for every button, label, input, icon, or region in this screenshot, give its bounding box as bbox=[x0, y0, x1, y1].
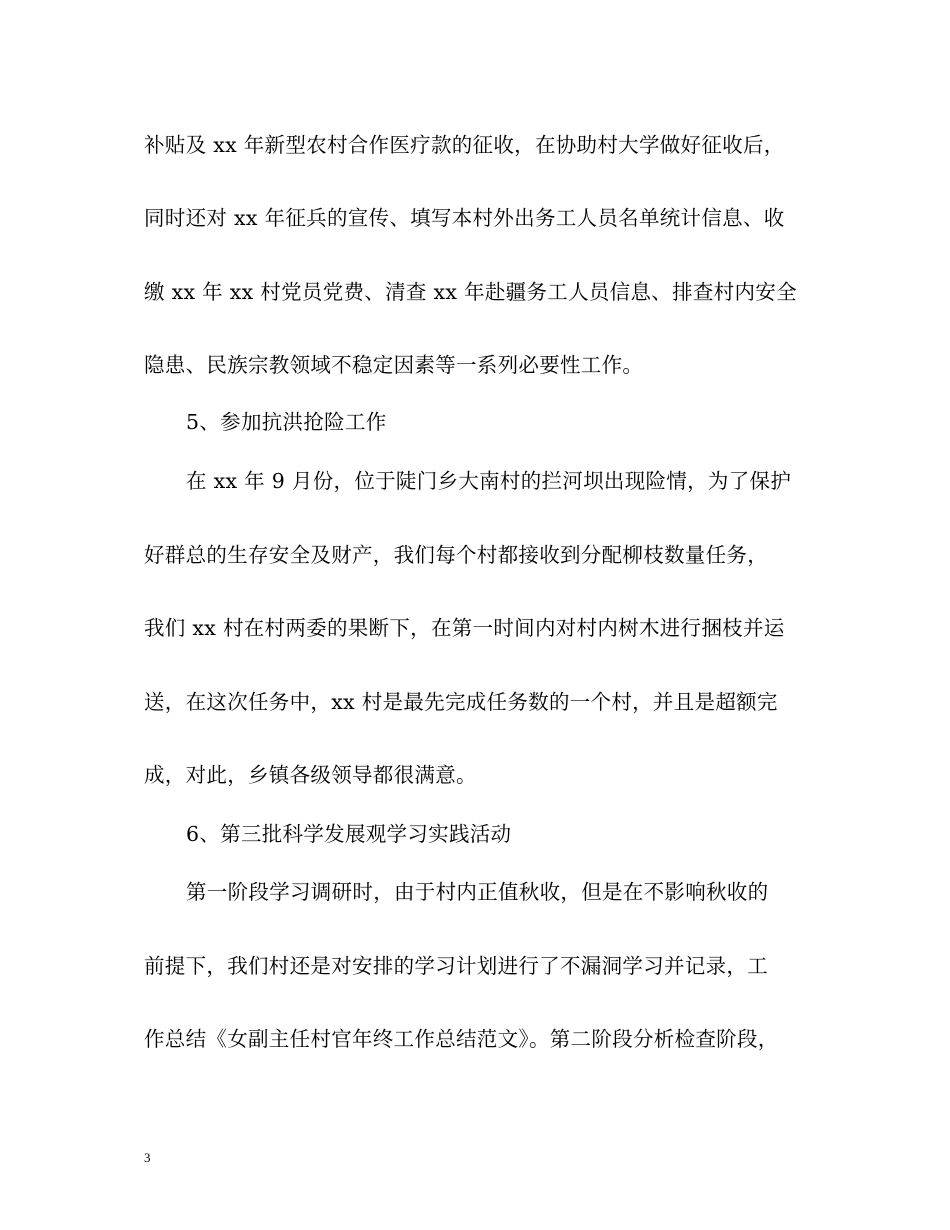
body-text-line: 好群总的生存安全及财产，我们每个村都接收到分配柳枝数量任务， bbox=[144, 543, 768, 567]
body-text-line: 第一阶段学习调研时，由于村内正值秋收，但是在不影响秋收的 bbox=[186, 880, 769, 904]
body-text-line: 同时还对 xx 年征兵的宣传、填写本村外出务工人员名单统计信息、收 bbox=[144, 206, 785, 230]
body-text-line: 隐患、民族宗教领域不稳定因素等一系列必要性工作。 bbox=[144, 353, 644, 377]
body-text-line: 作总结《女副主任村官年终工作总结范文》。第二阶段分析检查阶段， bbox=[144, 1027, 779, 1051]
body-text-line: 我们 xx 村在村两委的果断下，在第一时间内对村内树木进行捆枝并运 bbox=[144, 616, 785, 640]
body-text-line: 补贴及 xx 年新型农村合作医疗款的征收，在协助村大学做好征收后， bbox=[144, 133, 785, 157]
body-text-line: 前提下，我们村还是对安排的学习计划进行了不漏洞学习并记录，工 bbox=[144, 954, 768, 978]
body-text-line: 缴 xx 年 xx 村党员党费、清查 xx 年赴疆务工人员信息、排查村内安全 bbox=[144, 280, 797, 304]
page-number: 3 bbox=[144, 1150, 151, 1165]
section-heading: 6、第三批科学发展观学习实践活动 bbox=[186, 822, 512, 846]
body-text-line: 成，对此，乡镇各级领导都很满意。 bbox=[144, 763, 477, 787]
section-heading: 5、参加抗洪抢险工作 bbox=[186, 410, 387, 434]
body-text-line: 送，在这次任务中，xx 村是最先完成任务数的一个村，并且是超额完 bbox=[144, 690, 778, 714]
body-text-line: 在 xx 年 9 月份，位于陡门乡大南村的拦河坝出现险情，为了保护 bbox=[186, 469, 792, 493]
